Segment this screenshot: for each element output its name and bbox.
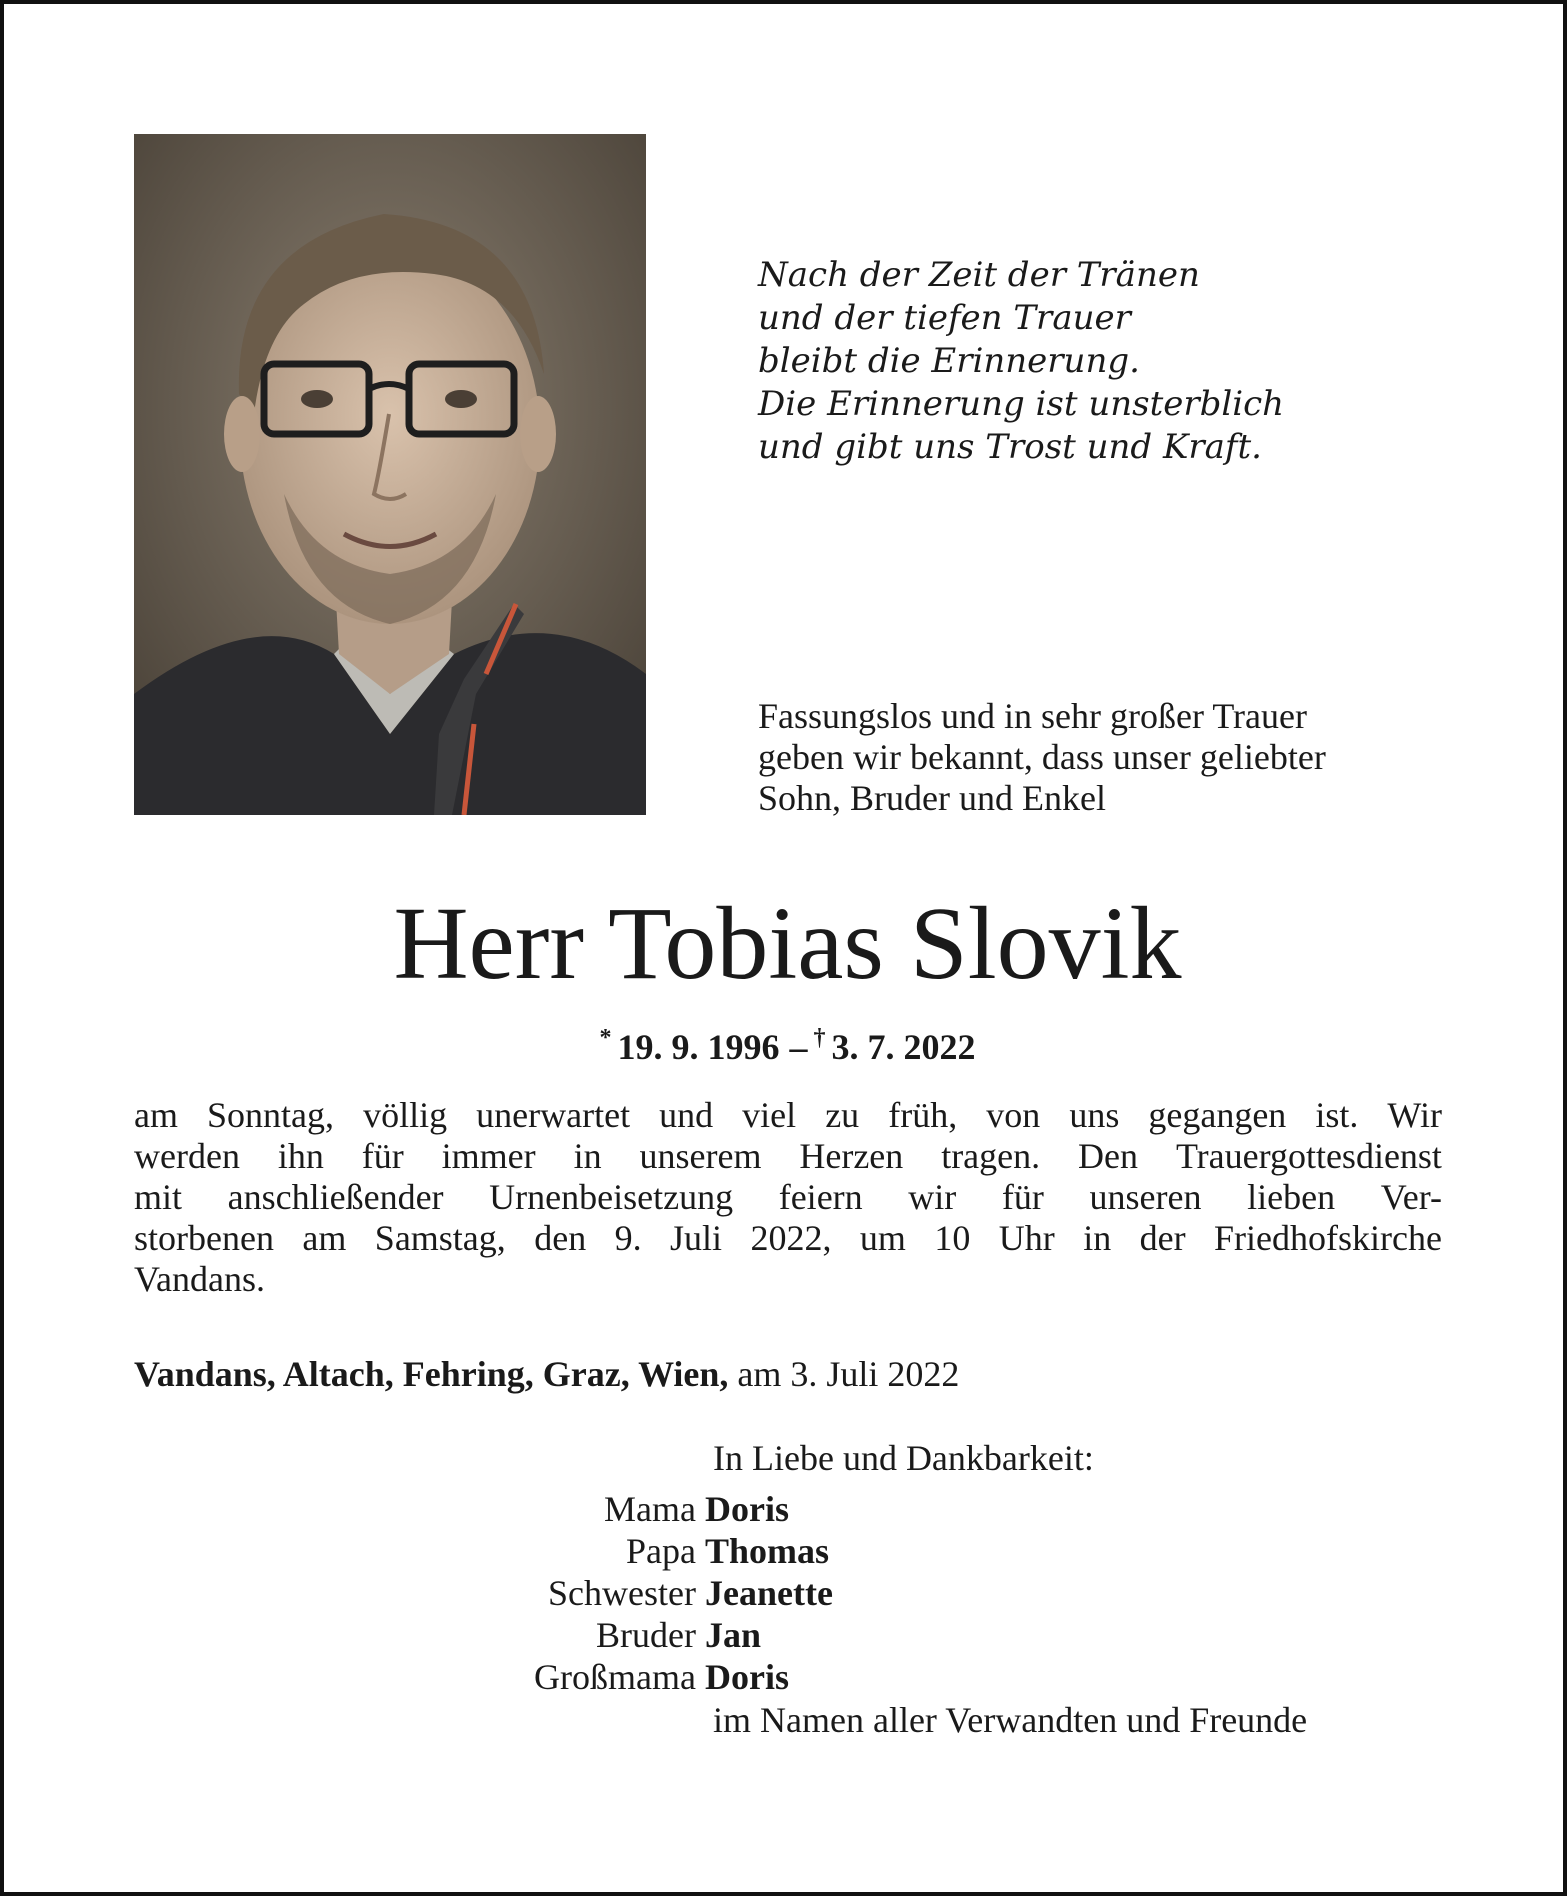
body-word: für — [361, 1136, 404, 1176]
family-relation: Bruder — [596, 1615, 696, 1655]
body-word: immer — [441, 1136, 536, 1176]
body-word: mit — [134, 1177, 183, 1217]
body-word: völlig — [363, 1095, 448, 1135]
body-word: Den — [1078, 1136, 1139, 1176]
family-name: Thomas — [705, 1531, 830, 1571]
body-word: den — [534, 1218, 587, 1258]
life-dates — [4, 1016, 1567, 1069]
body-word: am — [134, 1095, 178, 1135]
body-word: Wir — [1387, 1095, 1442, 1135]
body-word: storbenen — [134, 1218, 274, 1258]
body-line: Vandans. — [134, 1259, 265, 1299]
family-member — [304, 1530, 1504, 1572]
intro-line: Sohn, Bruder und Enkel — [758, 778, 1106, 818]
body-word: am — [302, 1218, 347, 1258]
family-list — [304, 1488, 1504, 1698]
body-word: unerwartet — [476, 1095, 631, 1135]
family-relation: Schwester — [548, 1573, 696, 1613]
body-word: in — [573, 1136, 602, 1176]
body-word: unserem — [639, 1136, 762, 1176]
family-relation: Mama — [604, 1489, 696, 1529]
body-word: früh, — [888, 1095, 958, 1135]
body-word: und — [659, 1095, 714, 1135]
birth-symbol: * — [599, 1025, 612, 1051]
body-word: uns — [1069, 1095, 1120, 1135]
announcement-date: am 3. Juli 2022 — [737, 1354, 960, 1394]
body-word: tragen. — [941, 1136, 1041, 1176]
family-name: Doris — [705, 1489, 789, 1529]
body-word: für — [1001, 1177, 1044, 1217]
places-and-date — [134, 1352, 1434, 1396]
birth-date: 19. 9. 1996 — [617, 1027, 780, 1067]
announcement-intro — [758, 696, 1478, 819]
family-name: Jeanette — [705, 1573, 833, 1613]
body-word: feiern — [778, 1177, 863, 1217]
quote-line: bleibt die Erinnerung. — [758, 341, 1140, 381]
body-word: unseren — [1089, 1177, 1202, 1217]
closing-phrase: In Liebe und Dankbarkeit: — [713, 1438, 1094, 1478]
family-member — [304, 1614, 1504, 1656]
intro-line: Fassungslos und in sehr großer Trauer — [758, 696, 1307, 736]
body-word: Samstag, — [374, 1218, 506, 1258]
body-word: Ver- — [1380, 1177, 1442, 1217]
body-line — [134, 1218, 1442, 1259]
body-line — [134, 1095, 1442, 1136]
family-name: Jan — [705, 1615, 762, 1655]
body-word: viel — [742, 1095, 797, 1135]
body-word: ihn — [277, 1136, 324, 1176]
family-member — [304, 1572, 1504, 1614]
footer-line: im Namen aller Verwandten und Freunde — [713, 1700, 1308, 1740]
body-word: lieben — [1247, 1177, 1336, 1217]
body-word: Juli — [670, 1218, 723, 1258]
deceased-name: Herr Tobias Slovik — [393, 886, 1182, 1001]
portrait-illustration — [134, 134, 646, 815]
quote-line: und gibt uns Trost und Kraft. — [758, 427, 1262, 467]
place-list: Vandans, Altach, Fehring, Graz, Wien, — [134, 1354, 729, 1394]
date-separator: – — [789, 1027, 808, 1067]
body-word: Sonntag, — [207, 1095, 335, 1135]
body-word: von — [986, 1095, 1041, 1135]
memorial-quote — [758, 254, 1458, 469]
family-relation: Großmama — [534, 1657, 696, 1697]
family-member — [304, 1488, 1504, 1530]
family-name: Doris — [705, 1657, 789, 1697]
body-word: in — [1083, 1218, 1112, 1258]
family-relation: Papa — [626, 1531, 696, 1571]
portrait-photo — [134, 134, 646, 815]
body-word: 9. — [614, 1218, 642, 1258]
family-member — [304, 1656, 1504, 1698]
body-word: 10 — [934, 1218, 971, 1258]
body-word: ist. — [1315, 1095, 1359, 1135]
body-word: Trauergottesdienst — [1175, 1136, 1442, 1176]
body-word: Uhr — [998, 1218, 1055, 1258]
body-word: anschließender — [227, 1177, 444, 1217]
announcement-body — [134, 1095, 1442, 1300]
body-word: wir — [908, 1177, 957, 1217]
body-word: gegangen — [1148, 1095, 1287, 1135]
body-word: zu — [825, 1095, 860, 1135]
body-word: der — [1139, 1218, 1186, 1258]
body-word: Herzen — [799, 1136, 904, 1176]
body-word: werden — [134, 1136, 240, 1176]
quote-line: und der tiefen Trauer — [758, 298, 1131, 338]
body-line — [134, 1177, 1442, 1218]
intro-line: geben wir bekannt, dass unser geliebter — [758, 737, 1326, 777]
body-word: Urnenbeisetzung — [489, 1177, 734, 1217]
quote-line: Die Erinnerung ist unsterblich — [758, 384, 1285, 424]
body-word: um — [859, 1218, 906, 1258]
body-word: Friedhofskirche — [1214, 1218, 1442, 1258]
death-date: 3. 7. 2022 — [831, 1027, 976, 1067]
body-word: 2022, — [750, 1218, 832, 1258]
body-line — [134, 1136, 1442, 1177]
quote-line: Nach der Zeit der Tränen — [758, 255, 1200, 295]
death-symbol: † — [813, 1025, 826, 1051]
